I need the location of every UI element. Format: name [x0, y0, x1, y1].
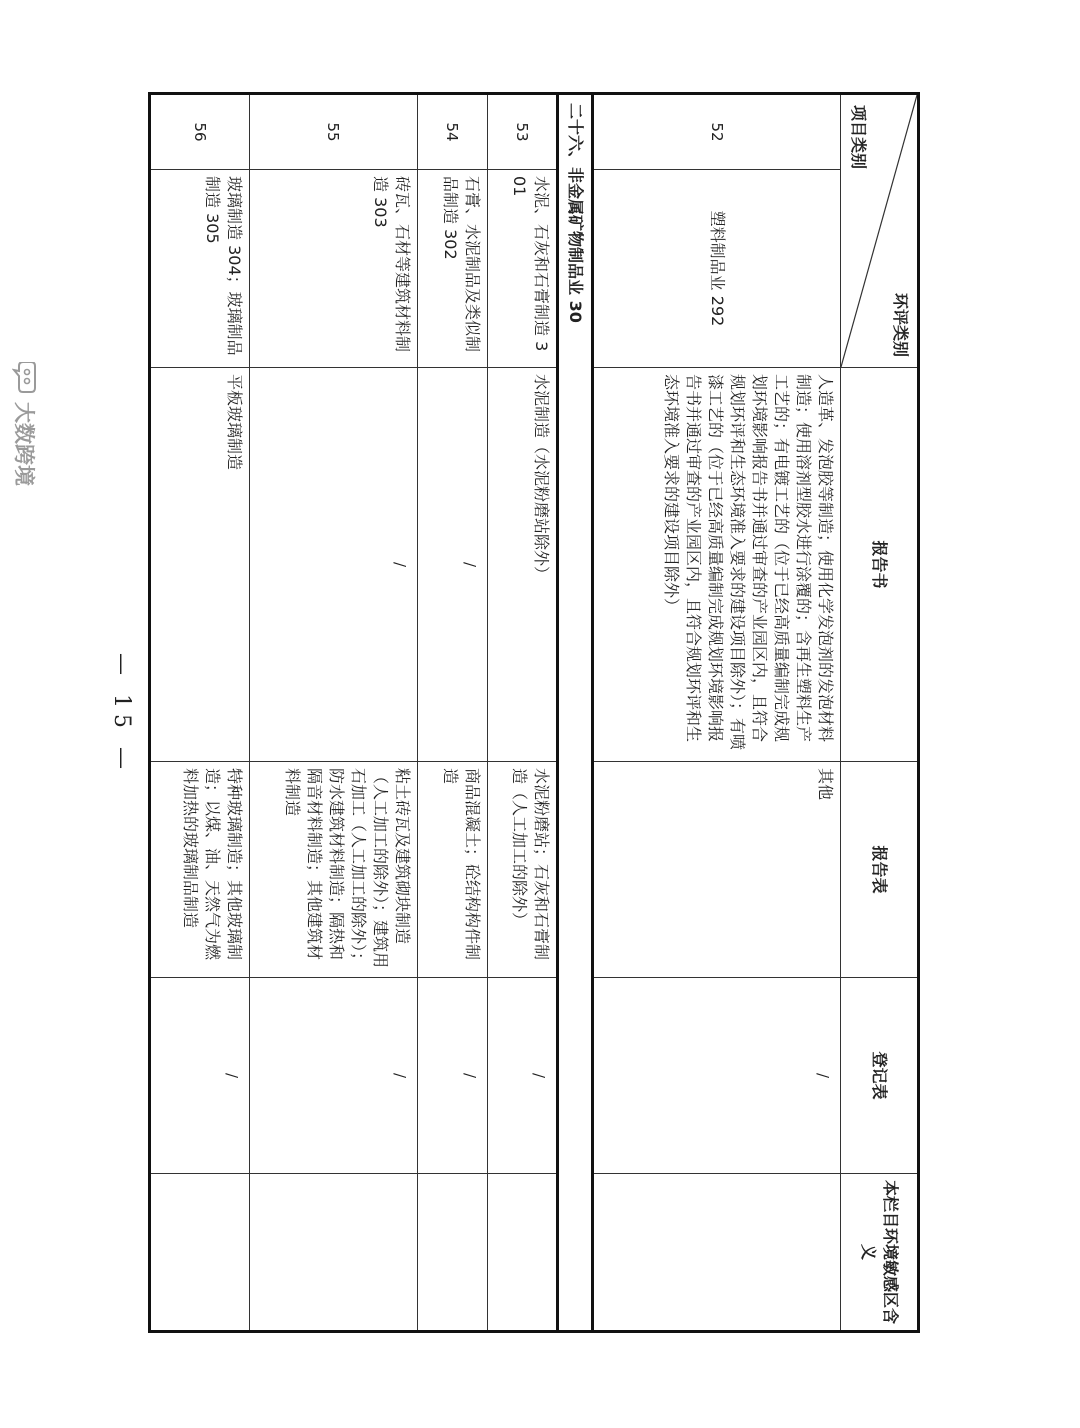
row-number: 55	[250, 94, 418, 170]
table-row	[250, 94, 418, 1332]
header-diagonal-cell	[841, 94, 919, 368]
report-book-requirement: /	[418, 368, 488, 762]
sensitive-area-note	[593, 1174, 841, 1332]
sensitive-area-note	[488, 1174, 558, 1332]
row-number: 54	[418, 94, 488, 170]
sensitive-area-note	[250, 1174, 418, 1332]
table-row	[488, 94, 558, 1332]
header-report-form: 报告表	[841, 762, 919, 978]
report-form-requirement: 特种玻璃制造；其他玻璃制造；以煤、油、天然气为燃料加热的玻璃制品制造	[150, 762, 250, 978]
sensitive-area-note	[418, 1174, 488, 1332]
watermark	[10, 362, 40, 486]
page-number: — 15 —	[109, 653, 134, 775]
registration-requirement: /	[488, 978, 558, 1174]
report-book-requirement: /	[250, 368, 418, 762]
row-number: 53	[488, 94, 558, 170]
section-title: 二十六、非金属矿物制品业 30	[558, 94, 593, 1332]
report-book-requirement: 平板玻璃制造	[150, 368, 250, 762]
report-form-requirement: 其他	[593, 762, 841, 978]
project-category: 水泥、石灰和石膏制造 301	[488, 170, 558, 368]
table-row	[418, 94, 488, 1332]
section-row	[558, 94, 593, 1332]
row-number: 56	[150, 94, 250, 170]
project-category: 砖瓦、石材等建筑材料制造 303	[250, 170, 418, 368]
report-book-requirement: 人造革、发泡胶等制造；使用化学发泡剂的发泡材料制造；使用溶剂型胶水进行涂覆的；含再生塑料生产工艺的；有电镀工艺的（位于已经高质量编制完成规划环境影响报告书并通过审查的产业园区内，且符合规划环评和生态环境准入要求的建设项目除外）；有喷漆工艺的（位于已经高质量编制完成规划环境影响报告书并通过审查的产业园区内，且符合规划环评和生态环境准入要求的建设项目除外）	[593, 368, 841, 762]
header-project-category: 项目类别	[849, 105, 868, 170]
report-book-requirement: 水泥制造（水泥粉磨站除外）	[488, 368, 558, 762]
row-number: 52	[593, 94, 841, 170]
watermark-text: 大数跨境	[12, 402, 36, 486]
eia-classification-table	[148, 92, 920, 1333]
header-sensitive-area: 本栏目环境敏感区含义	[841, 1174, 919, 1332]
project-category: 玻璃制造 304；玻璃制品制造 305	[150, 170, 250, 368]
report-form-requirement: 商品混凝土；砼结构构件制造	[418, 762, 488, 978]
table-header-row	[841, 94, 919, 1332]
report-form-requirement: 水泥粉磨站；石灰和石膏制造（人工加工的除外）	[488, 762, 558, 978]
table-row	[593, 94, 841, 1332]
header-registration-form: 登记表	[841, 978, 919, 1174]
speech-bubble-logo-icon	[12, 362, 38, 398]
sensitive-area-note	[150, 1174, 250, 1332]
registration-requirement: /	[250, 978, 418, 1174]
project-category: 石膏、水泥制品及类似制品制造 302	[418, 170, 488, 368]
report-form-requirement: 粘土砖瓦及建筑砌块制造（人工加工的除外）；建筑用石加工（人工加工的除外）；防水建筑材料制造；隔热和隔音材料制造；其他建筑材料制造	[250, 762, 418, 978]
header-report-book: 报告书	[841, 368, 919, 762]
project-category: 塑料制品业 292	[593, 170, 841, 368]
header-eia-category: 环评类别	[891, 292, 910, 357]
registration-requirement: /	[418, 978, 488, 1174]
table-row	[150, 94, 250, 1332]
registration-requirement: /	[593, 978, 841, 1174]
registration-requirement: /	[150, 978, 250, 1174]
